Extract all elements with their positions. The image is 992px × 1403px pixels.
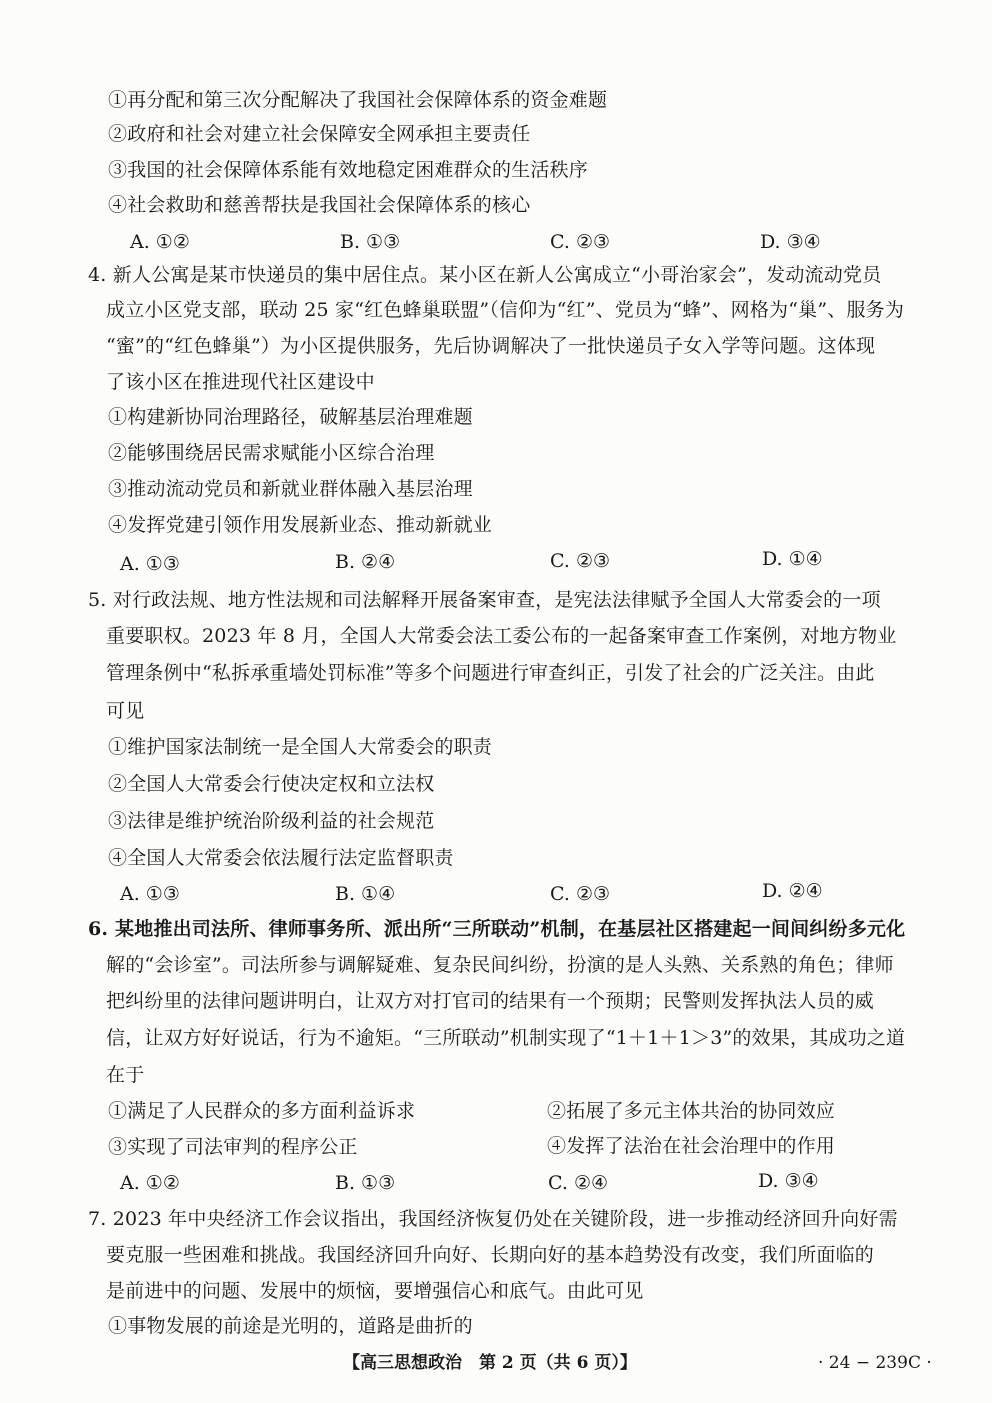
q6-choice-b: B. ①③ [335,1172,396,1194]
q6-choice-a: A. ①② [120,1172,180,1194]
q5-choice-b: B. ①④ [335,883,396,905]
q3-statement-2: ②政府和社会对建立社会保障安全网承担主要责任 [108,123,531,145]
q4-stem-line-1: 4. 新人公寓是某市快递员的集中居住点。某小区在新人公寓成立“小哥治家会”，发动流动党员 [88,264,882,286]
q6-choice-c: C. ②④ [548,1172,609,1194]
q6-choice-d: D. ③④ [758,1170,819,1192]
q6-statement-4: ④发挥了法治在社会治理中的作用 [547,1135,836,1157]
q6-statement-2: ②拓展了多元主体共治的协同效应 [547,1100,836,1122]
footer-exam-code: · 24 − 239C · [818,1353,932,1373]
q5-statement-2: ②全国人大常委会行使决定权和立法权 [108,773,435,795]
q5-stem-line-1: 5. 对行政法规、地方性法规和司法解释开展备案审查，是宪法法律赋予全国人大常委会的一项 [88,589,881,611]
q6-stem-line-5: 在于 [106,1064,145,1086]
q4-statement-4: ④发挥党建引领作用发展新业态、推动新就业 [108,514,493,536]
q4-statement-1: ①构建新协同治理路径，破解基层治理难题 [108,406,473,428]
q4-choice-b: B. ②④ [335,551,396,573]
q3-statement-1: ①再分配和第三次分配解决了我国社会保障体系的资金难题 [108,89,608,111]
q7-stem-line-3: 是前进中的问题、发展中的烦恼，要增强信心和底气。由此可见 [106,1280,644,1302]
q4-stem-line-2: 成立小区党支部，联动 25 家“红色蜂巢联盟”（信仰为“红”、党员为“蜂”、网格为“巢”、服务为 [106,299,905,321]
q5-stem-line-3: 管理条例中“私拆承重墙处罚标准”等多个问题进行审查纠正，引发了社会的广泛关注。由此 [106,662,875,684]
q4-stem-line-3: “蜜”的“红色蜂巢”）为小区提供服务，先后协调解决了一批快递员子女入学等问题。这体现 [106,335,876,357]
q3-choice-d: D. ③④ [760,231,821,253]
q5-choice-a: A. ①③ [120,883,180,905]
q5-statement-4: ④全国人大常委会依法履行法定监督职责 [108,847,454,869]
q3-choice-c: C. ②③ [550,231,611,253]
q3-statement-4: ④社会救助和慈善帮扶是我国社会保障体系的核心 [108,194,531,216]
q3-choice-b: B. ①③ [340,231,401,253]
q5-stem-line-4: 可见 [106,700,145,722]
q6-stem-line-4: 信，让双方好好说话，行为不逾矩。“三所联动”机制实现了“1＋1＋1＞3”的效果，其成功之道 [106,1027,906,1049]
q6-statement-1: ①满足了人民群众的多方面利益诉求 [108,1100,416,1122]
footer-page-info: 【高三思想政治 第 2 页（共 6 页）】 [343,1353,637,1373]
q4-statement-2: ②能够围绕居民需求赋能小区综合治理 [108,442,435,464]
q6-stem-line-1: 6. 某地推出司法所、律师事务所、派出所“三所联动”机制，在基层社区搭建起一间间纠纷多元化 [88,918,906,940]
q6-statement-3: ③实现了司法审判的程序公正 [108,1136,358,1158]
q4-stem-line-4: 了该小区在推进现代社区建设中 [106,371,375,393]
q5-stem-line-2: 重要职权。2023 年 8 月，全国人大常委会法工委公布的一起备案审查工作案例，对地方物业 [106,625,897,647]
q4-choice-d: D. ①④ [762,548,823,570]
q4-statement-3: ③推动流动党员和新就业群体融入基层治理 [108,478,473,500]
q6-stem-line-2: 解的“会诊室”。司法所参与调解疑难、复杂民间纠纷，扮演的是人头熟、关系熟的角色；律师 [106,954,894,976]
q7-stem-line-2: 要克服一些困难和挑战。我国经济回升向好、长期向好的基本趋势没有改变，我们所面临的 [106,1244,875,1266]
q5-statement-3: ③法律是维护统治阶级利益的社会规范 [108,810,435,832]
q4-choice-a: A. ①③ [120,553,180,575]
q7-stem-line-1: 7. 2023 年中央经济工作会议指出，我国经济恢复仍处在关键阶段，进一步推动经济回升向好需 [88,1208,898,1230]
q7-statement-1: ①事物发展的前途是光明的，道路是曲折的 [108,1315,473,1337]
q3-choice-a: A. ①② [130,231,190,253]
q5-statement-1: ①维护国家法制统一是全国人大常委会的职责 [108,736,493,758]
q3-statement-3: ③我国的社会保障体系能有效地稳定困难群众的生活秩序 [108,159,589,181]
q6-stem-line-3: 把纠纷里的法律问题讲明白，让双方对打官司的结果有一个预期；民警则发挥执法人员的威 [106,990,875,1012]
q5-choice-c: C. ②③ [550,883,611,905]
q5-choice-d: D. ②④ [762,880,823,902]
q4-choice-c: C. ②③ [550,550,611,572]
